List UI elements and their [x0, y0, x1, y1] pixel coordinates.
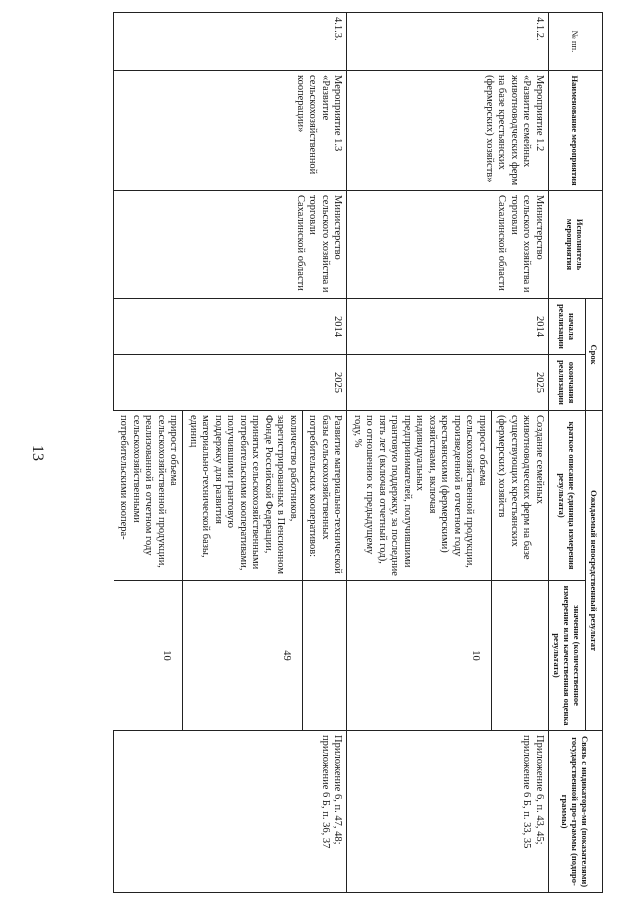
header-term-start: начала реализации: [549, 299, 586, 355]
header-result: Ожидаемый непосредственный результат: [586, 411, 603, 731]
row-measure-name: Мероприятие 1.3 «Развитие сельскохозяйственной кооперации»: [114, 71, 347, 191]
header-name: Наименование мероприятия: [549, 71, 603, 191]
header-executor: Исполнитель мероприятия: [549, 191, 603, 299]
row-result-title: Развитие материально-технической базы сельскохозяйственных потребительских кооперативов:: [303, 411, 348, 581]
row-result-title-value: [492, 581, 549, 731]
row-num: 4.1.3.: [114, 13, 347, 71]
row-link: Приложение 6, п. 47, 48; приложение 6 Б, п. 36, 37: [114, 731, 347, 893]
document-sheet: [43, 0, 640, 905]
header-result-value: значение (количественное измерение или качественная оценка результата): [549, 581, 586, 731]
subrow-value: 10: [114, 581, 183, 731]
rotated-table-container: [43, 0, 611, 905]
row-result-title-value: [303, 581, 348, 731]
row-end: 2025: [347, 355, 549, 411]
header-num: № пп.: [549, 13, 603, 71]
header-term: Срок: [586, 299, 603, 411]
table-row: [303, 13, 348, 893]
subrow-desc: количество работников, зарегистрированных в Пенсионном Фонде Российской Федерации, принятых сельскохозяйственными потребительскими кооперативами, получившими грантовую поддержку для развития материально-технической базы, единиц: [183, 411, 303, 581]
row-link: Приложение 6, п. 43, 45; приложение 6 Б, п. 33, 35: [347, 731, 549, 893]
header-result-desc: краткое описание (единица измерения результата): [549, 411, 586, 581]
row-measure-name: Мероприятие 1.2 «Развитие семейных животноводческих ферм на базе крестьянских (фермерских) хозяйств»: [347, 71, 549, 191]
row-num: 4.1.2.: [347, 13, 549, 71]
row-result-title: Создание семейных животноводческих ферм на базе существующих крестьянских (фермерских) хозяйств: [492, 411, 549, 581]
subrow-desc: прирост объема сельскохозяйственной продукции, произведенной в отчетном году крестьянскими (фермерскими) хозяйствами, включая индивидуальных предпринимателей, получившими грантовую поддержку, за последние пять лет (включая отчетный год), по отношению к предыдущему году, %: [347, 411, 492, 581]
table-row: [492, 13, 549, 893]
row-executor: Министерство сельского хозяйства и торговли Сахалинской области: [114, 191, 347, 299]
header-term-end: окончания реализации: [549, 355, 586, 411]
subrow-value: 49: [183, 581, 303, 731]
subrow-desc: прирост объема сельскохозяйственной продукции, реализованной в отчетном году сельскохозяйственными потребительскими коопера-: [114, 411, 183, 581]
measures-table: [114, 12, 604, 893]
header-row-1: [586, 13, 603, 893]
header-link: Связь с индикатора-ми (показателями) государственной про-граммы (подпро-граммы): [549, 731, 603, 893]
row-executor: Министерство сельского хозяйства и торговли Сахалинской области: [347, 191, 549, 299]
row-start: 2014: [114, 299, 347, 355]
row-end: 2025: [114, 355, 347, 411]
row-start: 2014: [347, 299, 549, 355]
subrow-value: 10: [347, 581, 492, 731]
page-number: 13: [29, 445, 46, 461]
